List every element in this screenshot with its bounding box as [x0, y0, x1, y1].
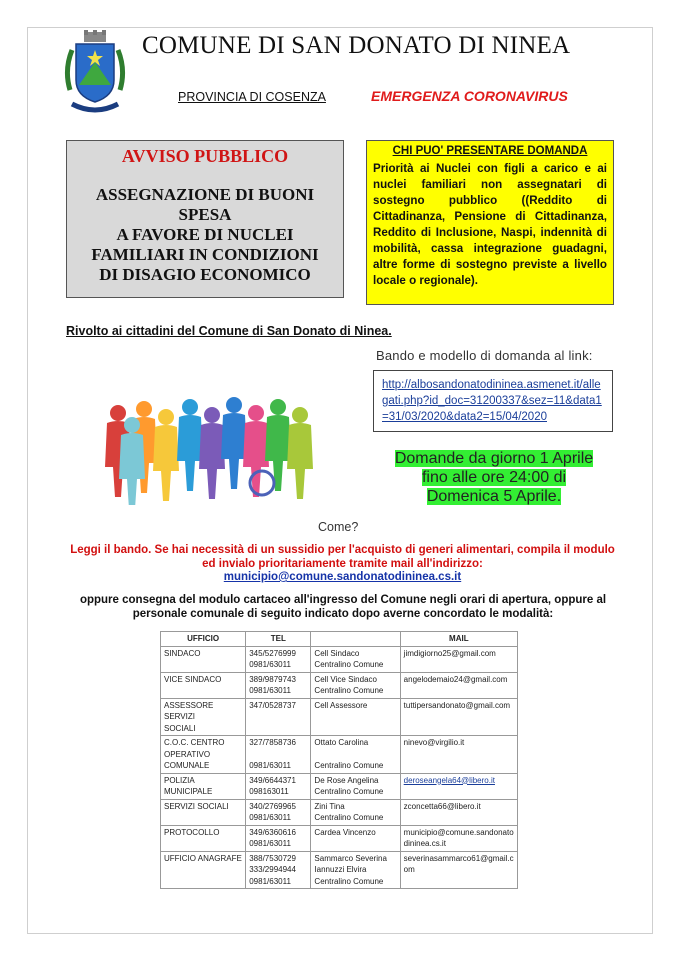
notice-line: FAMILIARI IN CONDIZIONI — [91, 245, 319, 264]
table-cell-office: POLIZIA MUNICIPALE — [161, 773, 246, 799]
table-cell-mail[interactable]: jimdigiorno25@gmail.com — [400, 646, 517, 672]
table-cell-mail[interactable]: tuttipersandonato@gmail.com — [400, 698, 517, 736]
alternative-text: oppure consegna del modulo cartaceo all'ingresso del Comune negli orari di apertura, oppure al personale comunale di seguito indicato dopo averne concordato le modalità: — [79, 594, 607, 620]
table-cell-office: SINDACO — [161, 646, 246, 672]
table-cell-mail[interactable]: deroseangela64@libero.it — [400, 773, 517, 799]
instructions-text: Leggi il bando. Se hai necessità di un sussidio per l'acquisto di generi alimentari, compila il modulo ed invialo prioritariamente tramite mail all'indirizzo: — [70, 544, 615, 570]
table-cell-name: Cell Sindaco Centralino Comune — [311, 646, 400, 672]
municipio-email-link[interactable]: municipio@comune.sandonatodininea.cs.it — [223, 571, 462, 583]
bando-label: Bando e modello di domanda al link: — [376, 348, 593, 363]
table-cell-office: C.O.C. CENTRO OPERATIVO COMUNALE — [161, 736, 246, 774]
table-row — [161, 698, 518, 736]
contacts-table — [160, 631, 518, 889]
table-row — [161, 646, 518, 672]
emergency-label: EMERGENZA CORONAVIRUS — [371, 88, 568, 104]
table-cell-name: Sammarco Severina Iannuzzi Elvira Centralino Comune — [311, 851, 400, 889]
table-cell-tel: 349/6644371 098163011 — [246, 773, 311, 799]
table-row — [161, 672, 518, 698]
table-cell-name: Cardea Vincenzo — [311, 825, 400, 851]
table-cell-mail[interactable]: angelodemaio24@gmail.com — [400, 672, 517, 698]
page-title: COMUNE DI SAN DONATO DI NINEA — [142, 32, 571, 59]
table-cell-office: VICE SINDACO — [161, 672, 246, 698]
table-cell-name: Zini Tina Centralino Comune — [311, 799, 400, 825]
notice-line: A FAVORE DI NUCLEI — [116, 225, 294, 244]
eligibility-heading: CHI PUO' PRESENTARE DOMANDA — [392, 145, 588, 157]
table-cell-office: PROTOCOLLO — [161, 825, 246, 851]
eligibility-text: Priorità ai Nuclei con figli a carico e ai nuclei familiari non assegnatari di sostegno pubblico ((Reddito di Cittadinanza, Pensione di Cittadinanza, Reddito di Inclusione, Naspi, indennità di mobilità, cassa integrazione guadagni, altre forme di sostegno previste a livello locale o regionale). — [373, 162, 607, 287]
province-label: PROVINCIA DI COSENZA — [178, 90, 326, 104]
table-cell-office: ASSESSORE SERVIZI SOCIALI — [161, 698, 246, 736]
table-cell-tel: 340/2769965 0981/63011 — [246, 799, 311, 825]
deadline-notice — [380, 449, 608, 506]
table-cell-office: UFFICIO ANAGRAFE — [161, 851, 246, 889]
public-notice-box — [66, 140, 344, 298]
municipal-crest-icon — [62, 30, 128, 114]
eligibility-box — [366, 140, 614, 305]
column-header: MAIL — [400, 632, 517, 647]
table-cell-name: Cell Assessore — [311, 698, 400, 736]
notice-line: DI DISAGIO ECONOMICO — [99, 265, 311, 284]
table-row — [161, 736, 518, 774]
table-cell-tel: 347/0528737 — [246, 698, 311, 736]
deadline-line: Domande da giorno 1 Aprile — [394, 450, 594, 467]
audience-statement: Rivolto ai cittadini del Comune di San Donato di Ninea. — [66, 324, 392, 338]
table-header-row — [161, 632, 518, 647]
deadline-line: fino alle ore 24:00 di — [421, 469, 567, 486]
table-cell-tel: 388/7530729 333/2994944 0981/63011 — [246, 851, 311, 889]
table-cell-name: Cell Vice Sindaco Centralino Comune — [311, 672, 400, 698]
table-cell-tel: 345/5276999 0981/63011 — [246, 646, 311, 672]
column-header: TEL — [246, 632, 311, 647]
table-cell-mail[interactable]: zconcetta66@libero.it — [400, 799, 517, 825]
table-cell-tel: 389/9879743 0981/63011 — [246, 672, 311, 698]
table-cell-mail[interactable]: municipio@comune.sandonato dininea.cs.it — [400, 825, 517, 851]
table-cell-office: SERVIZI SOCIALI — [161, 799, 246, 825]
table-cell-mail[interactable]: ninevo@virgilio.it — [400, 736, 517, 774]
bando-link[interactable]: http://albosandonatodininea.asmenet.it/allegati.php?id_doc=31200337&sez=11&data1=31/03/2020&data2=15/04/2020 — [373, 370, 613, 432]
table-cell-mail[interactable]: severinasammarco61@gmail.c om — [400, 851, 517, 889]
column-header — [311, 632, 400, 647]
how-question: Come? — [318, 520, 359, 534]
table-row — [161, 799, 518, 825]
notice-line: ASSEGNAZIONE DI BUONI — [95, 185, 315, 204]
table-row — [161, 773, 518, 799]
table-row — [161, 851, 518, 889]
deadline-line: Domenica 5 Aprile. — [426, 488, 562, 505]
table-row — [161, 825, 518, 851]
notice-heading: AVVISO PUBBLICO — [121, 146, 289, 166]
table-cell-name: Ottato Carolina Centralino Comune — [311, 736, 400, 774]
table-cell-name: De Rose Angelina Centralino Comune — [311, 773, 400, 799]
table-cell-tel: 349/6360616 0981/63011 — [246, 825, 311, 851]
table-cell-tel: 327/7858736 0981/63011 — [246, 736, 311, 774]
column-header: UFFICIO — [161, 632, 246, 647]
notice-line: SPESA — [178, 205, 232, 224]
people-illustration-icon — [66, 365, 356, 505]
